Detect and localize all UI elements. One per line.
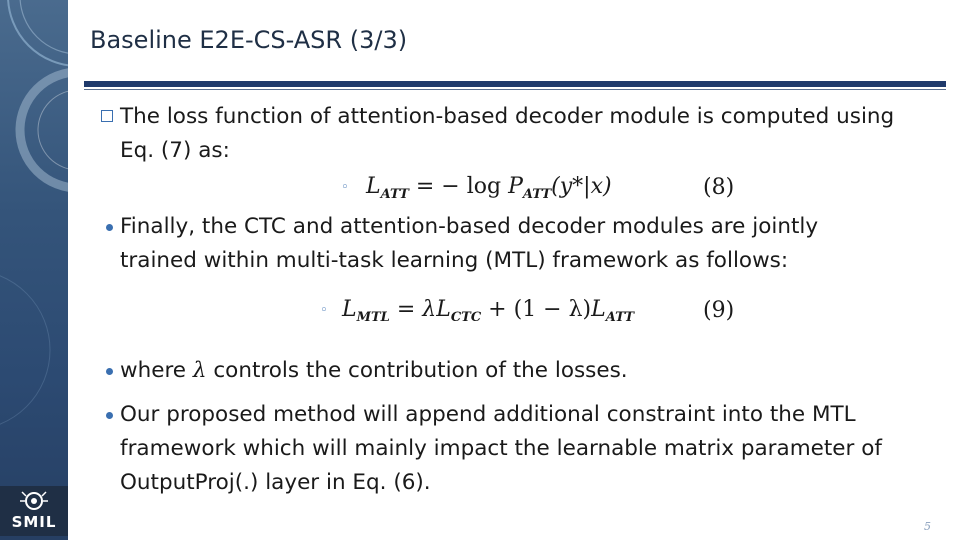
bullet-3-pre: where: [120, 358, 193, 383]
equation-9: [342, 297, 634, 325]
page-number: 5: [924, 520, 931, 533]
eq9-lam: λL: [422, 297, 451, 322]
bullet-4-line-1: Our proposed method will append additional constraint into the MTL: [120, 402, 856, 427]
bullet-icon: [106, 224, 113, 231]
eq8-lhs-sub: ATT: [380, 187, 409, 202]
eq8-p-sub: ATT: [522, 187, 552, 202]
bullet-icon: [106, 412, 113, 419]
eq9-lhs-sub: MTL: [356, 310, 390, 325]
eq9-l2: L: [591, 297, 606, 322]
ring-bullet-icon: ◦: [320, 303, 328, 318]
bullet-4-line-3: OutputProj(.) layer in Eq. (6).: [120, 470, 431, 495]
square-bullet-icon: [101, 110, 113, 122]
eq9-eq: =: [389, 297, 423, 322]
bullet-1-line-2: Eq. (7) as:: [120, 138, 230, 163]
bullet-icon: [106, 368, 113, 375]
eq9-mid: + (1 − λ): [481, 297, 592, 322]
eq9-l2-sub: ATT: [605, 310, 635, 325]
logo-text: SMIL: [11, 513, 57, 531]
equation-8: [366, 174, 612, 202]
bullet-2-line-1: Finally, the CTC and attention-based decoder modules are jointly: [120, 214, 819, 239]
bullet-1-line-1: The loss function of attention-based decoder module is computed using: [120, 104, 895, 129]
equation-9-number: (9): [703, 298, 735, 323]
bullet-3-lambda: λ: [192, 358, 207, 383]
bullet-3: [120, 358, 628, 383]
eq8-lhs: L: [366, 174, 381, 199]
eq8-rhs-post: (y*|x): [551, 174, 612, 199]
bullet-2-line-2: trained within multi-task learning (MTL) framework as follows:: [120, 248, 789, 273]
eq8-rhs-pre: = − log: [415, 174, 509, 199]
eq9-lhs: L: [342, 297, 357, 322]
bullet-3-post: controls the contribution of the losses.: [206, 358, 628, 383]
slide-title: Baseline E2E-CS-ASR (3/3): [90, 26, 408, 54]
equation-8-number: (8): [703, 175, 735, 200]
eq9-lam-sub: CTC: [450, 310, 482, 325]
ring-bullet-icon: ◦: [341, 180, 349, 195]
bullet-4-line-2: framework which will mainly impact the learnable matrix parameter of: [120, 436, 882, 461]
eq8-p: P: [508, 174, 523, 199]
